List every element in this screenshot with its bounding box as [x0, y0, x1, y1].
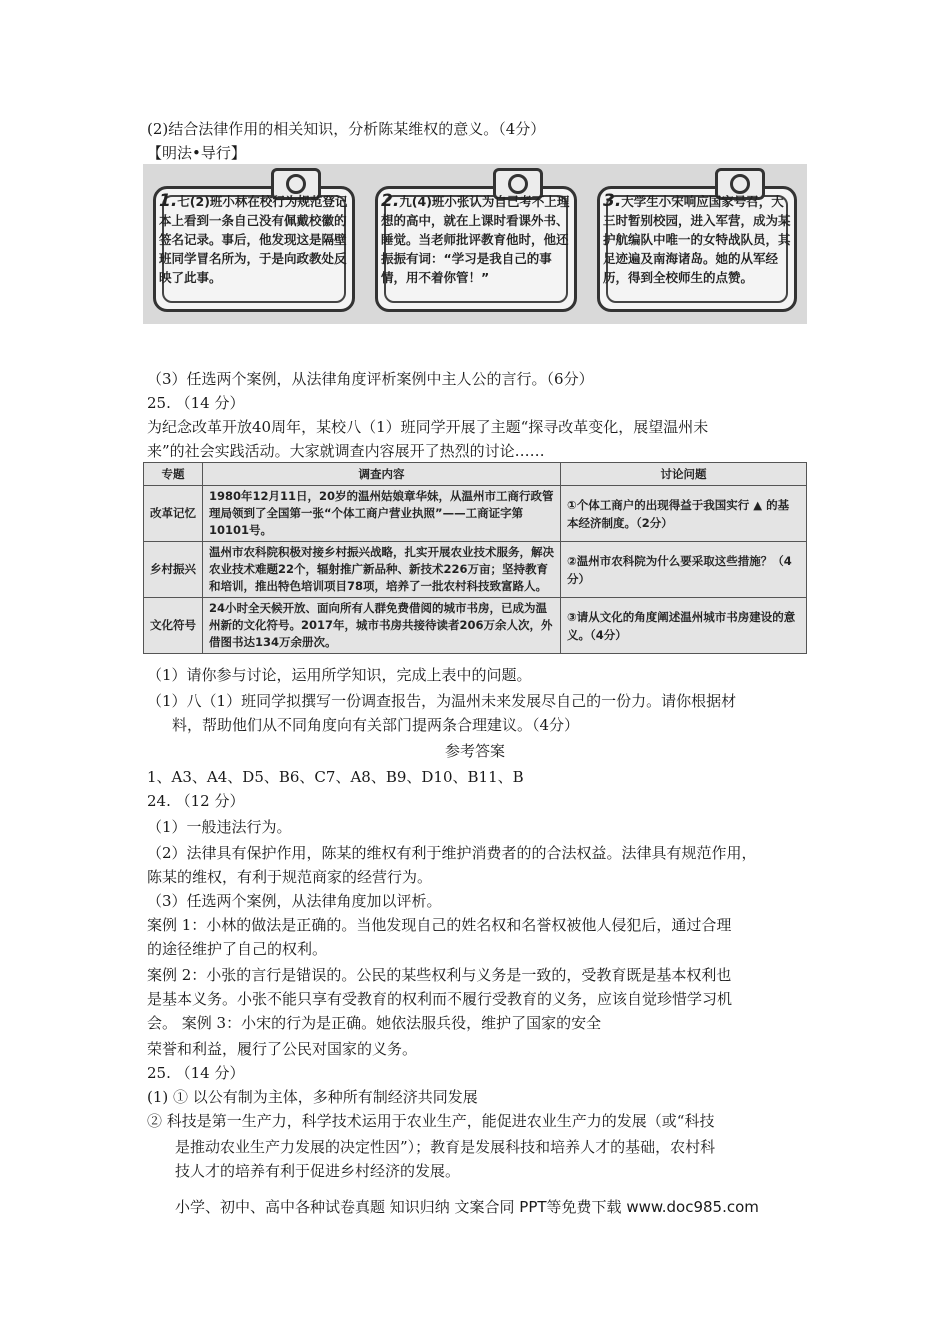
- question-25-heading: 25. （14 分）: [147, 394, 245, 412]
- table-cell-content: 24小时全天候开放、面向所有人群免费借阅的城市书房，已成为温州新的文化符号。2017年，城市书房共接待读者206万余人次，外借图书达134万余册次。: [203, 598, 561, 654]
- answer-line: 荣誉和利益，履行了公民对国家的义务。: [147, 1040, 418, 1058]
- case-text: 七(2)班小林在校行为规范登记本上看到一条自己没有佩戴校徽的签名记录。事后，他发现这是隔壁班同学冒名所为，于是向政教处反映了此事。: [159, 194, 348, 285]
- table-cell-content: 1980年12月11日，20岁的温州姑娘章华妹，从温州市工商行政管理局领到了全国第一张“个体工商户营业执照”——工商证字第10101号。: [203, 486, 561, 542]
- case-number: 1.: [159, 191, 178, 211]
- footer-link[interactable]: 小学、初中、高中各种试卷真题 知识归纳 文案合同 PPT等免费下载 www.doc985.com: [175, 1198, 759, 1216]
- answer-line: 25. （14 分）: [147, 1064, 245, 1082]
- answer-line: （1）一般违法行为。: [147, 818, 292, 836]
- answer-title: 参考答案: [444, 742, 505, 760]
- table-row: [144, 542, 807, 598]
- table-header: 调查内容: [203, 463, 561, 486]
- answer-line: 是基本义务。小张不能只享有受教育的权利而不履行受教育的义务，应该自觉珍惜学习机: [147, 990, 733, 1008]
- table-header: 专题: [144, 463, 203, 486]
- table-cell-topic: 乡村振兴: [144, 542, 203, 598]
- answer-line: (1) ① 以公有制为主体，多种所有制经济共同发展: [147, 1088, 478, 1106]
- answer-line: 1、A3、A4、D5、B6、C7、A8、B9、D10、B11、B: [147, 768, 524, 786]
- answer-line: 24. （12 分）: [147, 792, 245, 810]
- table-cell-topic: 文化符号: [144, 598, 203, 654]
- answer-line: 案例 1：小林的做法是正确的。当他发现自己的姓名权和名誉权被他人侵犯后，通过合理: [147, 916, 732, 934]
- answer-line: （3）任选两个案例，从法律角度加以评析。: [147, 892, 442, 910]
- answer-line: （2）法律具有保护作用，陈某的维权有利于维护消费者的的合法权益。法律具有规范作用，: [147, 844, 757, 862]
- case-card-1: [143, 164, 365, 324]
- answer-line: 技人才的培养有利于促进乡村经济的发展。: [175, 1162, 461, 1180]
- answer-line: 会。 案例 3：小宋的行为是正确。她依法服兵役，维护了国家的安全: [147, 1014, 602, 1032]
- table-header: 讨论问题: [561, 463, 807, 486]
- case-text: 大学生小宋响应国家号召，大三时暂别校园，进入军营，成为某护航编队中唯一的女特战队员，其足迹遍及南海诸岛。她的从军经历，得到全校师生的点赞。: [603, 194, 791, 285]
- table-header-row: [144, 463, 807, 486]
- question-25-intro-1: 为纪念改革开放40周年，某校八（1）班同学开展了主题“探寻改革变化，展望温州未: [147, 418, 709, 436]
- table-cell-topic: 改革记忆: [144, 486, 203, 542]
- table-cell-content: 温州市农科院积极对接乡村振兴战略，扎实开展农业技术服务，解决农业技术难题22个，辐射推广新品种、新技术226万亩；坚持教育和培训，推出特色培训项目78项，培养了一批农村科技致富路人。: [203, 542, 561, 598]
- survey-table: [143, 462, 807, 654]
- answer-line: 的途径维护了自己的权利。: [147, 940, 328, 958]
- table-cell-question: ①个体工商户的出现得益于我国实行 ▲ 的基本经济制度。（2分）: [561, 486, 807, 542]
- case-card-3: [587, 164, 807, 324]
- case-number: 2.: [381, 191, 400, 211]
- case-number: 3.: [603, 191, 622, 211]
- case-card-2: [365, 164, 587, 324]
- question-25-1: （1）请你参与讨论，运用所学知识，完成上表中的问题。: [147, 666, 532, 684]
- table-cell-question: ②温州市农科院为什么要采取这些措施？（4分）: [561, 542, 807, 598]
- question-25-intro-2: 来”的社会实践活动。大家就调查内容展开了热烈的讨论……: [147, 442, 545, 460]
- section-heading: 【明法•导行】: [147, 144, 246, 162]
- answer-line: 案例 2：小张的言行是错误的。公民的某些权利与义务是一致的，受教育既是基本权利也: [147, 966, 732, 984]
- table-row: [144, 598, 807, 654]
- answer-line: 是推动农业生产力发展的决定性因”）；教育是发展科技和培养人才的基础，农村科: [175, 1138, 716, 1156]
- question-24-3: （3）任选两个案例，从法律角度评析案例中主人公的言行。（6分）: [147, 370, 594, 388]
- question-25-2b: 料，帮助他们从不同角度向有关部门提两条合理建议。（4分）: [172, 716, 580, 734]
- answer-line: ② 科技是第一生产力，科学技术运用于农业生产，能促进农业生产力的发展（或“科技: [147, 1112, 715, 1130]
- question-24-2: (2)结合法律作用的相关知识，分析陈某维权的意义。（4分）: [147, 120, 546, 138]
- question-25-2a: （1）八（1）班同学拟撰写一份调查报告，为温州未来发展尽自己的一份力。请你根据材: [147, 692, 737, 710]
- case-text: 九(4)班小张认为自己考不上理想的高中，就在上课时看课外书、睡觉。当老师批评教育他时，他还振振有词：“学习是我自己的事情，用不着你管！”: [381, 194, 570, 285]
- table-cell-question: ③请从文化的角度阐述温州城市书房建设的意义。（4分）: [561, 598, 807, 654]
- answer-line: 陈某的维权，有利于规范商家的经营行为。: [147, 868, 433, 886]
- table-row: [144, 486, 807, 542]
- case-cards-strip: [143, 164, 807, 324]
